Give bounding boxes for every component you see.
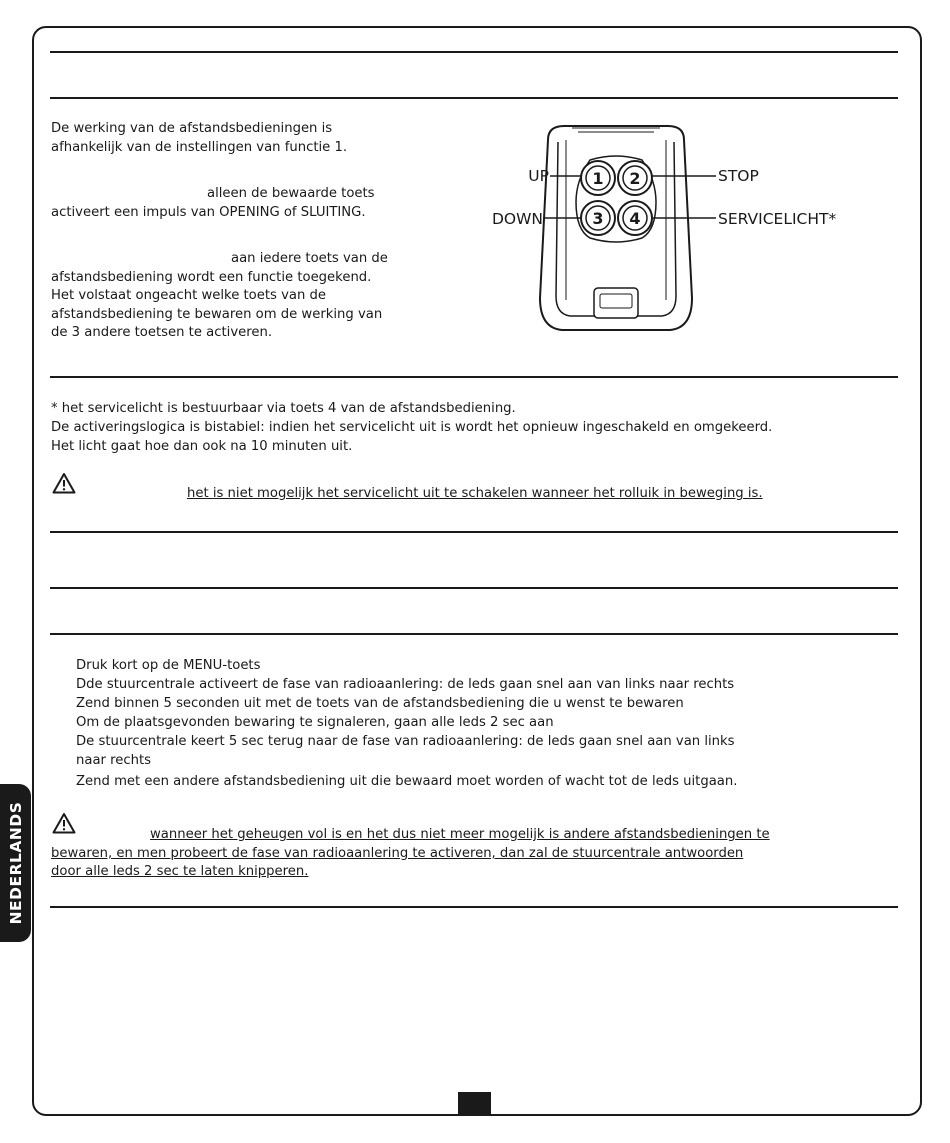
step-text: naar rechts bbox=[76, 753, 152, 768]
body-text: Het volstaat ongeacht welke toets van de bbox=[51, 288, 326, 303]
section-divider bbox=[50, 633, 898, 635]
section-divider bbox=[50, 906, 898, 908]
section-divider bbox=[50, 51, 898, 53]
label-up: UP bbox=[528, 167, 549, 185]
body-text: afhankelijk van de instellingen van functie 1. bbox=[51, 140, 348, 155]
body-text: * het servicelicht is bestuurbaar via toets 4 van de afstandsbediening. bbox=[51, 401, 516, 416]
body-text: de 3 andere toetsen te activeren. bbox=[51, 325, 273, 340]
warning-triangle-icon bbox=[52, 472, 76, 494]
step-text: Om de plaatsgevonden bewaring te signaleren, gaan alle leds 2 sec aan bbox=[76, 715, 554, 730]
label-down: DOWN bbox=[491, 210, 543, 228]
language-tab bbox=[0, 784, 31, 942]
svg-text:1: 1 bbox=[592, 169, 604, 188]
svg-text:3: 3 bbox=[592, 209, 604, 228]
step-text: Zend met een andere afstandsbediening uit die bewaard moet worden of wacht tot de leds uitgaan. bbox=[76, 774, 738, 789]
body-text: alleen de bewaarde toets bbox=[207, 186, 375, 201]
page-number-box bbox=[458, 1092, 491, 1116]
label-stop: STOP bbox=[718, 167, 759, 185]
warning-text: wanneer het geheugen vol is en het dus niet meer mogelijk is andere afstandsbedieningen te bbox=[150, 827, 770, 842]
body-text: aan iedere toets van de bbox=[231, 251, 388, 266]
remote-button-2 bbox=[618, 161, 652, 195]
svg-text:4: 4 bbox=[629, 209, 641, 228]
svg-text:2: 2 bbox=[629, 169, 641, 188]
remote-button-1 bbox=[581, 161, 615, 195]
section-divider bbox=[50, 531, 898, 533]
language-tab-label: NEDERLANDS bbox=[6, 801, 25, 925]
label-servicelicht: SERVICELICHT* bbox=[718, 210, 837, 228]
step-text: Dde stuurcentrale activeert de fase van radioaanlering: de leds gaan snel aan van links naar rechts bbox=[76, 677, 735, 692]
keyring-slot bbox=[594, 288, 638, 318]
section-divider bbox=[50, 587, 898, 589]
body-text: afstandsbediening te bewaren om de werking van bbox=[51, 307, 383, 322]
body-text: De werking van de afstandsbedieningen is bbox=[51, 121, 333, 136]
step-text: Zend binnen 5 seconden uit met de toets van de afstandsbediening die u wenst te bewaren bbox=[76, 696, 684, 711]
body-text: Het licht gaat hoe dan ook na 10 minuten uit. bbox=[51, 439, 353, 454]
remote-control-illustration bbox=[480, 120, 880, 340]
step-text: De stuurcentrale keert 5 sec terug naar de fase van radioaanlering: de leds gaan snel aan van links bbox=[76, 734, 735, 749]
section-divider bbox=[50, 376, 898, 378]
body-text: activeert een impuls van OPENING of SLUITING. bbox=[51, 205, 366, 220]
warning-triangle-icon bbox=[52, 812, 76, 834]
section-divider bbox=[50, 97, 898, 99]
step-text: Druk kort op de MENU-toets bbox=[76, 658, 261, 673]
warning-text: door alle leds 2 sec te laten knipperen. bbox=[51, 864, 309, 879]
body-text: afstandsbediening wordt een functie toegekend. bbox=[51, 270, 372, 285]
warning-text: bewaren, en men probeert de fase van radioaanlering te activeren, dan zal de stuurcentrale antwoorden bbox=[51, 846, 744, 861]
remote-button-4 bbox=[618, 201, 652, 235]
body-text: De activeringslogica is bistabiel: indien het servicelicht uit is wordt het opnieuw ingeschakeld en omgekeerd. bbox=[51, 420, 773, 435]
remote-button-3 bbox=[581, 201, 615, 235]
warning-text: het is niet mogelijk het servicelicht uit te schakelen wanneer het rolluik in beweging is. bbox=[187, 486, 763, 501]
